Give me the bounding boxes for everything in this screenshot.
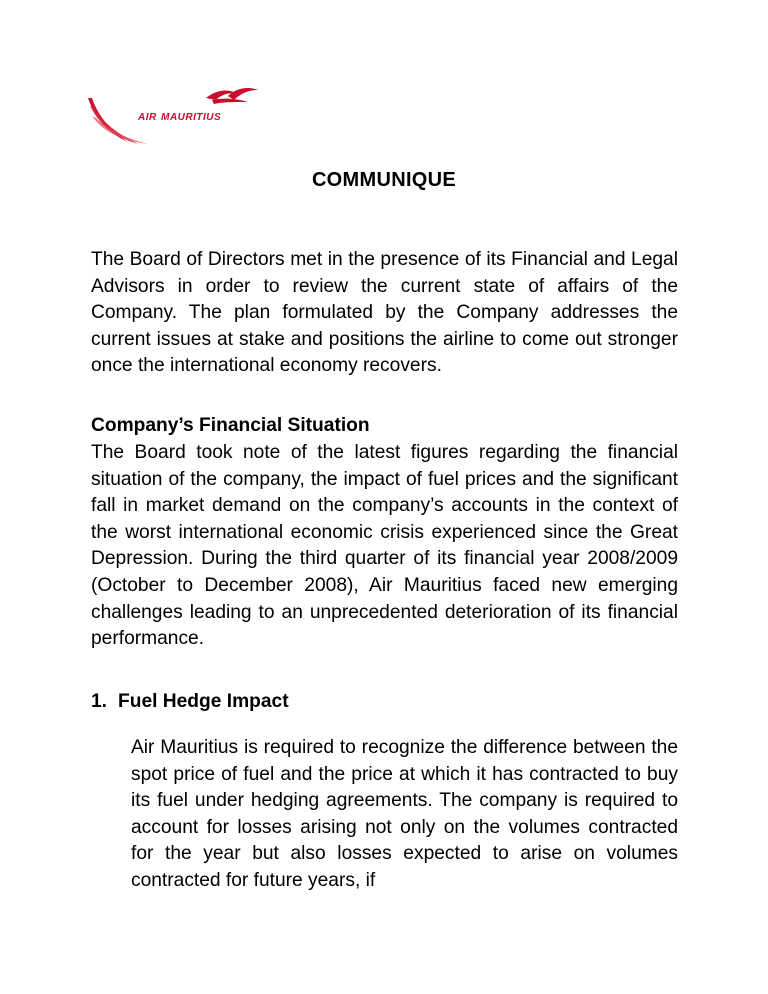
air-mauritius-logo — [88, 86, 264, 146]
section-number: 1. — [91, 691, 108, 712]
page-title: COMMUNIQUE — [311, 169, 457, 191]
logo-wordmark: air mauritius — [138, 107, 222, 123]
fuel-hedge-paragraph: Air Mauritius is required to recognize the difference between the spot price of fuel and the price at which it has contracted to buy its fuel under hedging agreements. The company is required to account for losses arising not only on the volumes contracted for the year but also losses expected to arise on volumes contracted for future years, if — [131, 737, 678, 891]
fuel-hedge-heading-text: Fuel Hedge Impact — [118, 691, 289, 712]
financial-situation-paragraph: The Board took note of the latest figures regarding the financial situation of the company, the impact of fuel prices and the significant fall in market demand on the company’s accounts in the context of the worst international economic crisis experienced since the Great Depression. During the third quarter of its financial year 2008/2009 (October to December 2008), Air Mauritius faced new emerging challenges leading to an unprecedented deterioration of its financial performance. — [91, 442, 678, 650]
fuel-hedge-heading — [91, 689, 289, 715]
intro-paragraph: The Board of Directors met in the presence of its Financial and Legal Advisors in order to review the current state of affairs of the Company. The plan formulated by the Company addresses the current issues at stake and positions the airline to come out stronger once the international economy recovers. — [91, 249, 678, 377]
financial-situation-heading: Company’s Financial Situation — [91, 415, 370, 436]
